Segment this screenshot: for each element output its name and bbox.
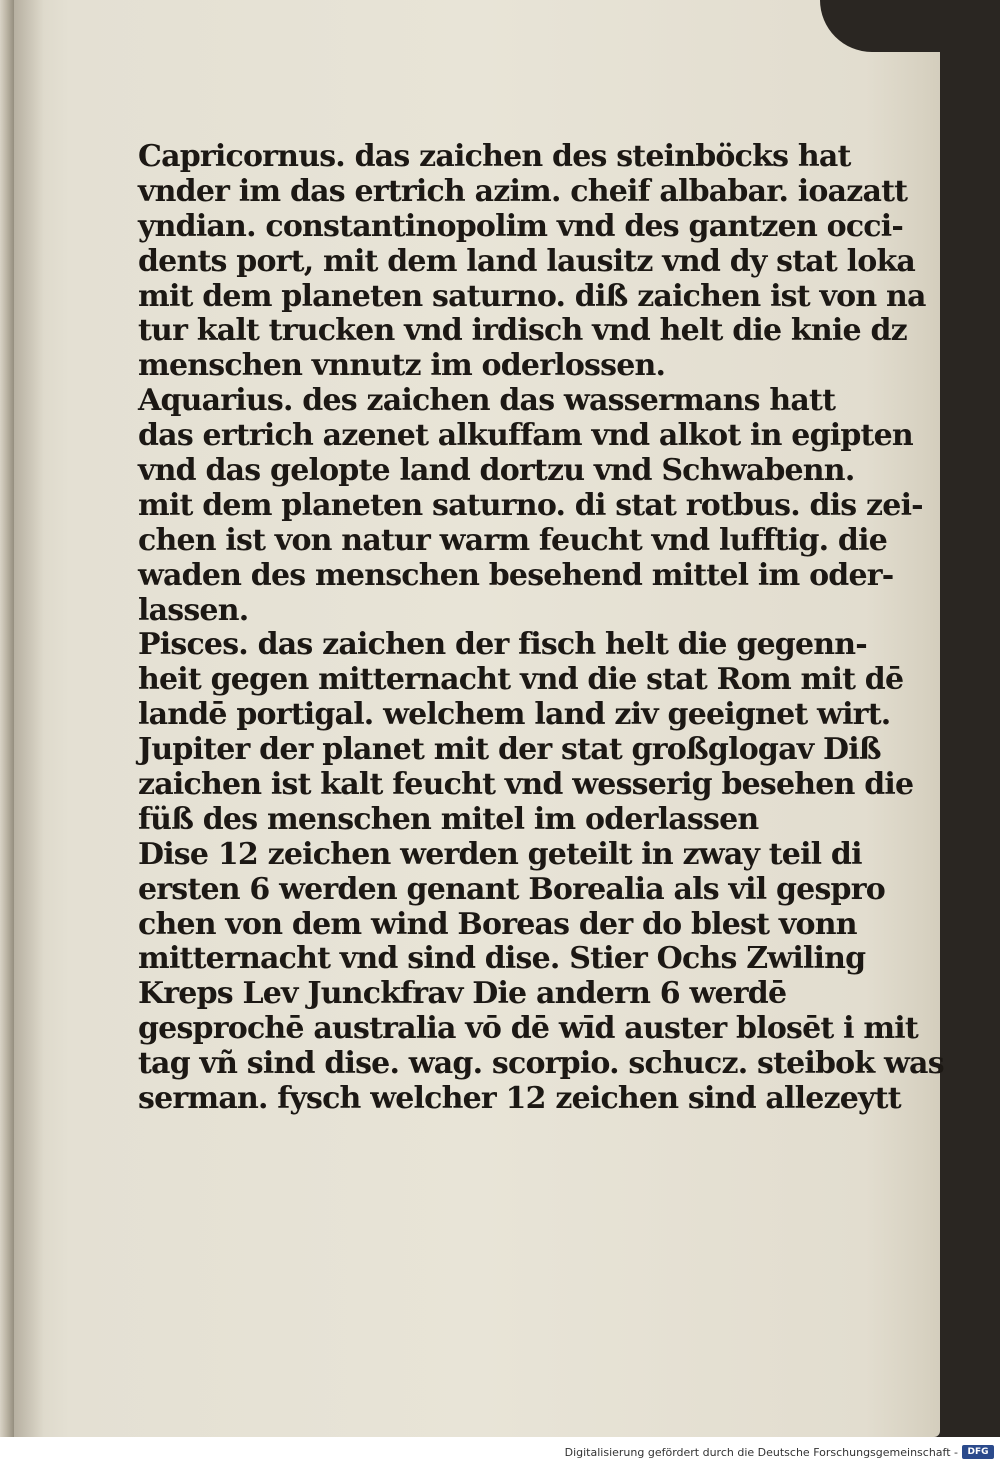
text-line: tag vñ sind dise. wag. scorpio. schucz. steibok was — [138, 1046, 944, 1082]
text-line: landē portigal. welchem land ziv geeignet wirt. — [138, 697, 891, 733]
text-line: vnder im das ertrich azim. cheif albabar. ioazatt — [138, 173, 908, 209]
text-line: Kreps Lev Junckfrav Die andern 6 werdē — [138, 976, 787, 1012]
text-line: chen ist von natur warm feucht vnd lufftig. die — [138, 522, 887, 558]
text-line: dents port, mit dem land lausitz vnd dy stat loka — [138, 243, 916, 279]
text-line: waden des menschen besehend mittel im oder- — [138, 557, 894, 593]
text-line: mit dem planeten saturno. di stat rotbus. dis zei- — [138, 487, 923, 523]
text-line: ersten 6 werden genant Borealia als vil gespro — [138, 871, 885, 907]
text-line: chen von dem wind Boreas der do blest vonn — [138, 906, 857, 942]
text-line: mitternacht vnd sind dise. Stier Ochs Zwiling — [138, 941, 866, 977]
text-line: Jupiter der planet mit der stat großglogav Diß — [138, 732, 881, 768]
text-line: Dise 12 zeichen werden geteilt in zway teil di — [138, 836, 862, 872]
funding-credit: Digitalisierung gefördert durch die Deutsche Forschungsgemeinschaft - — [564, 1446, 958, 1459]
text-line: yndian. constantinopolim vnd des gantzen occi- — [138, 208, 903, 244]
text-line: Aquarius. des zaichen das wassermans hatt — [138, 383, 836, 419]
text-line: heit gegen mitternacht vnd die stat Rom mit dē — [138, 662, 904, 698]
text-line: menschen vnnutz im oderlossen. — [138, 348, 666, 384]
gutter-shadow — [14, 0, 44, 1437]
text-line: gesprochē australia vō dē wīd auster blosēt i mit — [138, 1011, 918, 1047]
text-line: füß des menschen mitel im oderlassen — [138, 801, 759, 837]
text-line: mit dem planeten saturno. diß zaichen ist von na — [138, 278, 926, 314]
text-line: lassen. — [138, 592, 249, 628]
footer-bar — [0, 1437, 1000, 1467]
text-line: Pisces. das zaichen der fisch helt die gegenn- — [138, 627, 867, 663]
text-line: vnd das gelopte land dortzu vnd Schwabenn. — [138, 453, 855, 489]
text-line: serman. fysch welcher 12 zeichen sind allezeytt — [138, 1081, 901, 1117]
text-line: Capricornus. das zaichen des steinböcks hat — [138, 139, 851, 174]
text-line: tur kalt trucken vnd irdisch vnd helt die knie dz — [138, 313, 907, 349]
text-line: zaichen ist kalt feucht vnd wesserig besehen die — [138, 767, 914, 803]
text-line: das ertrich azenet alkuffam vnd alkot in egipten — [138, 418, 913, 454]
dfg-logo: DFG — [962, 1445, 994, 1459]
page-text — [138, 139, 944, 1117]
